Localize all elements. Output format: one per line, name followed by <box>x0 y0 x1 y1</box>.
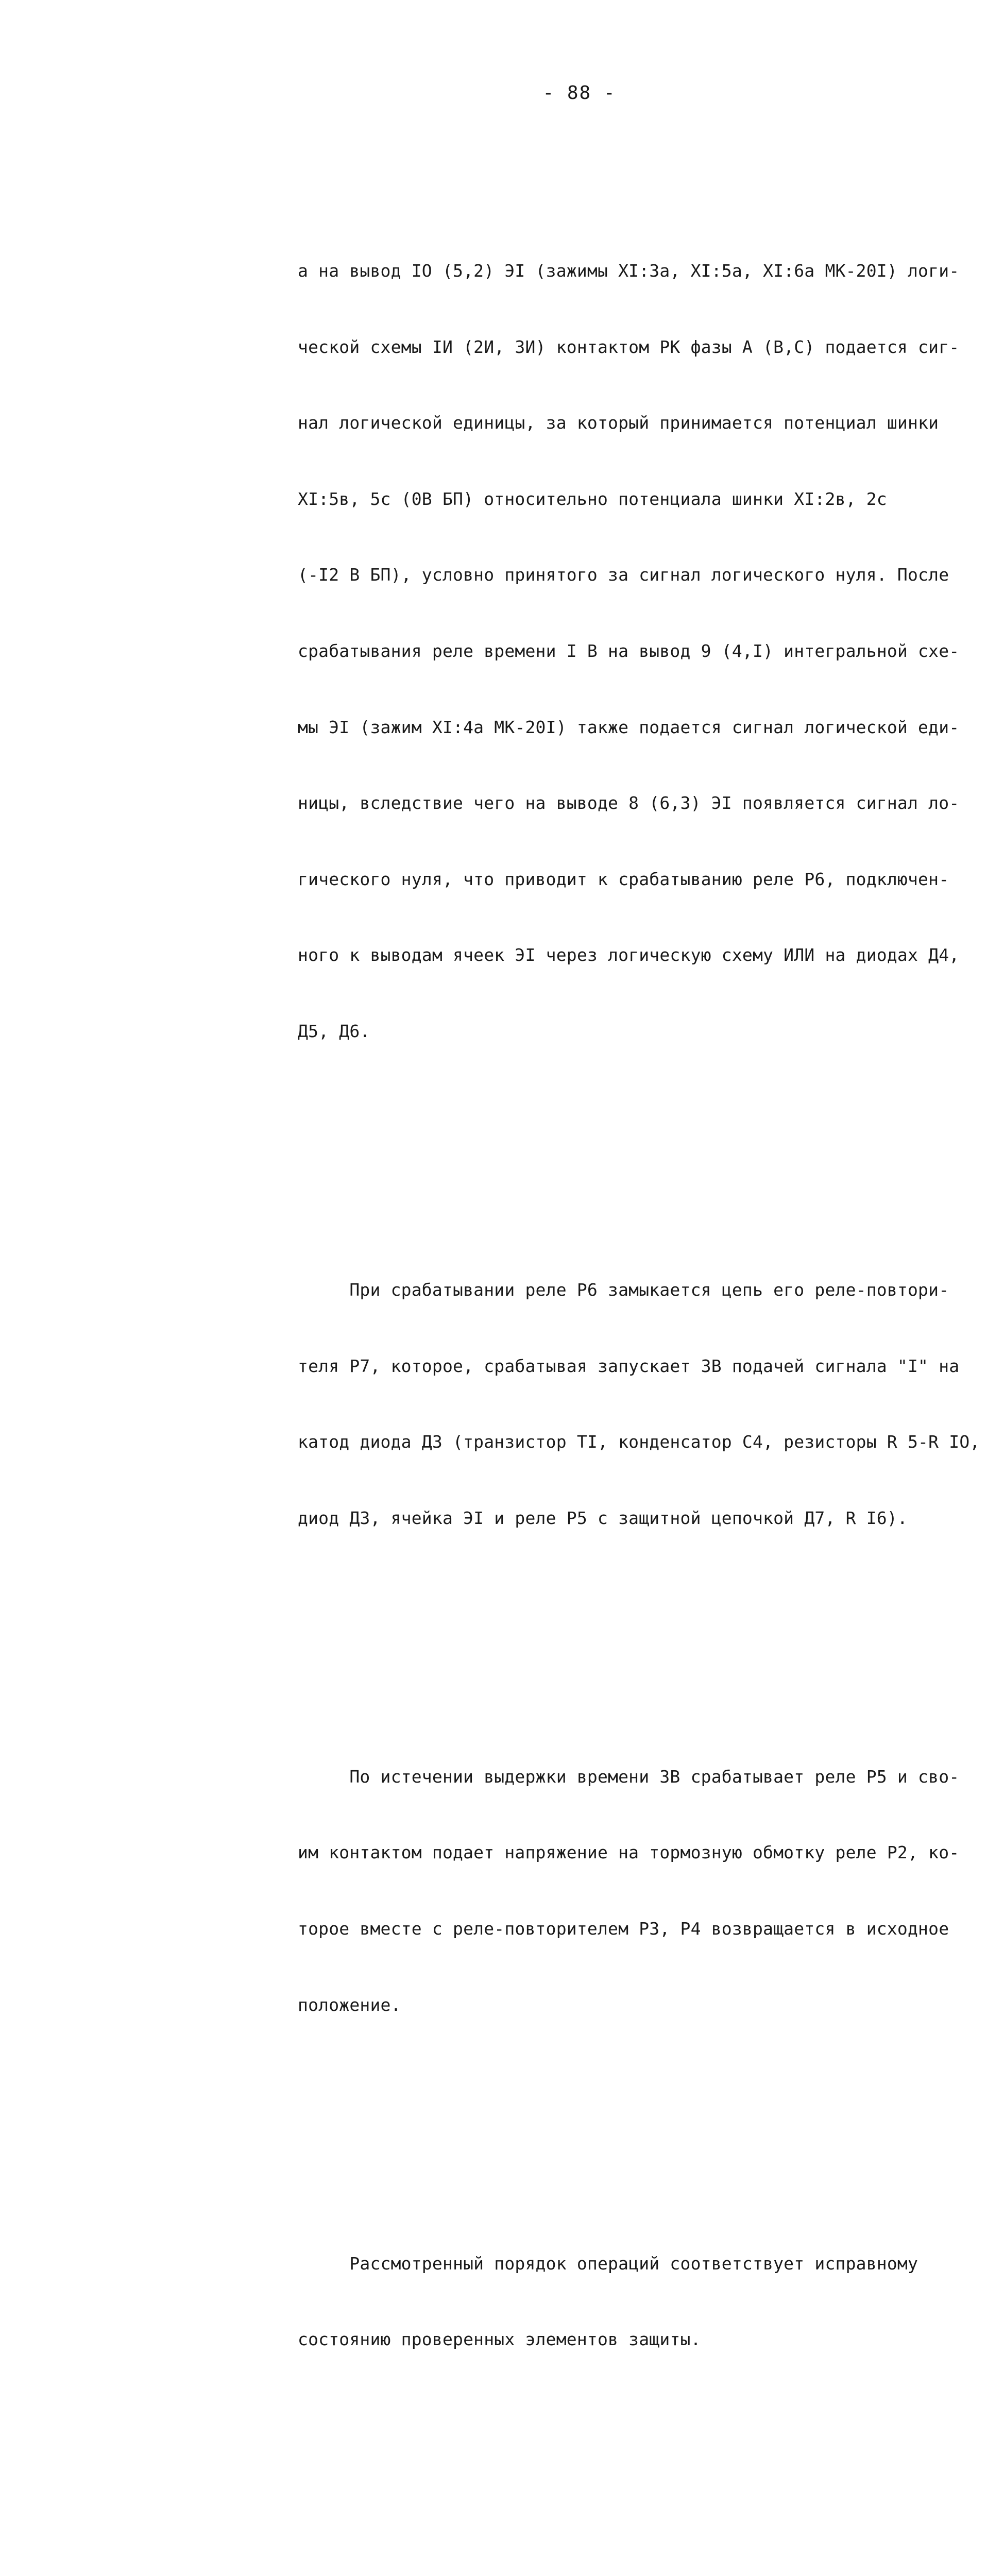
text-line: срабатывания реле времени I В на вывод 9 (4,I) интегральной схе- <box>298 640 960 661</box>
text-line: Рассмотренный порядок операций соответствует исправному <box>298 2253 918 2274</box>
text-line: катод диода Д3 (транзистор ТI, конденсатор С4, резисторы R 5-R IO, <box>298 1432 980 1452</box>
text-line: диод Д3, ячейка ЭI и реле Р5 с защитной цепочкой Д7, R I6). <box>298 1507 908 1528</box>
paragraph <box>298 208 967 1095</box>
text-line: XI:5в, 5с (0В БП) относительно потенциала шинки XI:2в, 2с <box>298 488 887 509</box>
text-line: Д5, Д6. <box>298 1021 370 1041</box>
text-line: теля Р7, которое, срабатывая запускает 3В подачей сигнала "I" на <box>298 1355 960 1376</box>
text-line: ницы, вследствие чего на выводе 8 (6,3) ЭI появляется сигнал ло- <box>298 793 960 814</box>
page-number: - 88 - <box>542 82 616 104</box>
text-line: торое вместе с реле-повторителем Р3, Р4 возвращается в исходное <box>298 1918 949 1939</box>
paragraph <box>298 2535 967 2576</box>
paragraph <box>298 2200 967 2403</box>
paragraph <box>298 1713 967 2068</box>
text-line: При срабатывании реле Р6 замыкается цепь его реле-повтори- <box>298 1279 949 1300</box>
text-line: нал логической единицы, за который принимается потенциал шинки <box>298 413 939 433</box>
text-line: ного к выводам ячеек ЭI через логическую схему ИЛИ на диодах Д4, <box>298 945 960 965</box>
text-line: а на вывод IO (5,2) ЭI (зажимы XI:3а, XI:5а, XI:6а МК-20I) логи- <box>298 261 960 281</box>
text-line: ческой схемы IИ (2И, 3И) контактом РК фазы А (В,С) подается сиг- <box>298 336 960 357</box>
text-line: (-I2 В БП), условно принятого за сигнал логического нуля. После <box>298 565 949 585</box>
text-line: гического нуля, что приводит к срабатыванию реле Р6, подключен- <box>298 869 949 889</box>
text-line: состоянию проверенных элементов защиты. <box>298 2329 701 2350</box>
text-line: По истечении выдержки времени 3В срабатывает реле Р5 и сво- <box>298 1766 960 1787</box>
text-line: положение. <box>298 1994 401 2015</box>
paragraph <box>298 1227 980 1582</box>
text-line: мы ЭI (зажим XI:4а МК-20I) также подается сигнал логической еди- <box>298 717 960 737</box>
text-line: им контактом подает напряжение на тормозную обмотку реле Р2, ко- <box>298 1842 960 1863</box>
document-body <box>298 131 980 2576</box>
